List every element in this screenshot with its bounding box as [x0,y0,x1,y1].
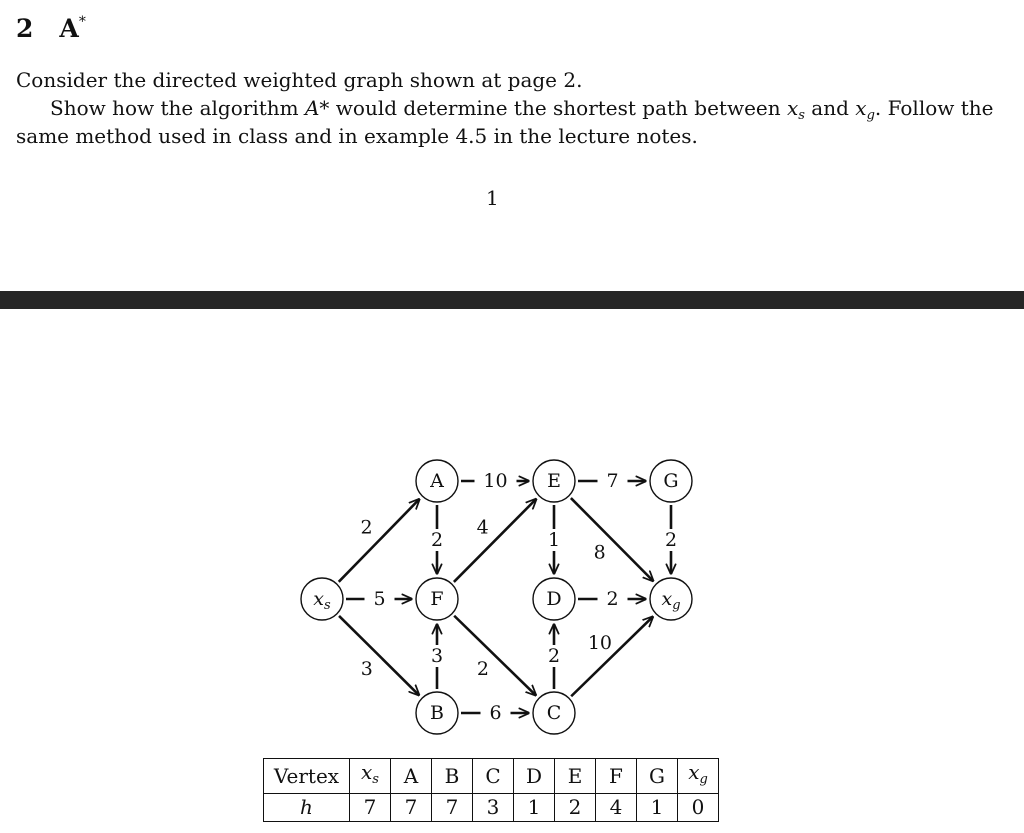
edge-weight: 5 [373,588,386,610]
edge-weight: 7 [606,470,619,492]
node-label: F [430,588,444,610]
node-label: $x_s$ [313,588,331,613]
edge-C-xg [571,616,653,696]
edge-weight: 2 [664,529,678,551]
edge-E-xg [571,498,653,581]
vertex-cell: B [432,759,473,794]
node-label: A [430,470,444,492]
h-value-cell: 1 [637,794,678,822]
node-E [533,460,575,502]
node-label: E [547,470,561,492]
edge-weight: 2 [430,529,444,551]
start-symbol: $x_s$ [787,96,805,123]
edge-arrow [571,616,653,696]
vertex-row [264,759,719,794]
vertex-row-label: Vertex [264,759,350,794]
edge-arrow [571,498,653,581]
node-xg [650,578,692,620]
vertex-cell: F [596,759,637,794]
edge-weight: 4 [476,516,489,539]
node-A [416,460,458,502]
vertex-cell: $x_g$ [678,759,719,794]
edge-C-D [539,624,569,689]
h-value-cell: 7 [391,794,432,822]
goal-symbol: $x_g$ [855,96,875,123]
edge-arrow [454,499,536,582]
vertex-cell: C [473,759,514,794]
edge-weight: 10 [587,632,613,655]
edge-F-E [454,499,536,582]
node-label: C [546,702,562,724]
section-title: A [59,14,79,43]
edge-D-xg [578,588,646,610]
node-label: G [663,470,679,492]
node-D [533,578,575,620]
edge-xs-A [339,499,420,582]
h-value-cell: 7 [432,794,473,822]
problem-statement-line-3: same method used in class and in example 4.5 in the lecture notes. [16,124,698,148]
page-number: 1 [486,186,499,210]
vertex-cell: D [514,759,555,794]
h-row [264,794,719,822]
edge-A-F [422,505,452,574]
vertex-cell: E [555,759,596,794]
edge-F-C [454,616,536,696]
node-B [416,692,458,734]
h-value-cell: 1 [514,794,555,822]
h-value-cell: 3 [473,794,514,822]
h-value-cell: 4 [596,794,637,822]
h-value-cell: 0 [678,794,719,822]
section-number: 2 [16,14,34,43]
edge-E-D [539,505,569,574]
edge-G-xg [656,505,686,574]
vertex-cell: $x_s$ [350,759,391,794]
vertex-cell: A [391,759,432,794]
edge-E-G [578,470,646,492]
algorithm-name: A* [304,96,330,120]
section-title-star: * [78,13,86,30]
edge-arrow [339,499,420,582]
edge-weight: 3 [360,657,373,680]
node-label: B [430,702,444,724]
edge-weight: 6 [489,702,502,724]
edge-weight: 2 [547,645,561,667]
edge-weight: 3 [430,645,444,667]
h-value-cell: 2 [555,794,596,822]
edge-weight: 2 [476,657,489,680]
node-label: $x_g$ [661,588,681,613]
edge-weight: 2 [606,588,619,610]
node-label: D [546,588,562,610]
problem-statement-line-2: Show how the algorithm A* would determine the shortest path between $x_s$ and $x_g$. Follow the [50,96,994,123]
edge-xs-B [339,616,419,696]
h-row-label: h [264,794,350,822]
edge-weight: 1 [547,529,561,551]
edge-B-F [422,624,452,689]
node-G [650,460,692,502]
edge-arrow [454,616,536,696]
node-xs [301,578,343,620]
h-value-cell: 7 [350,794,391,822]
edge-B-C [461,702,529,724]
edge-xs-F [346,588,412,610]
edge-weight: 8 [593,541,606,564]
edge-arrow [339,616,419,696]
node-C [533,692,575,734]
problem-statement-line-1: Consider the directed weighted graph shown at page 2. [16,68,583,92]
vertex-cell: G [637,759,678,794]
edge-weight: 10 [483,470,508,492]
heuristic-table [263,758,719,822]
edge-A-E [461,470,529,492]
node-F [416,578,458,620]
edge-weight: 2 [360,516,373,539]
